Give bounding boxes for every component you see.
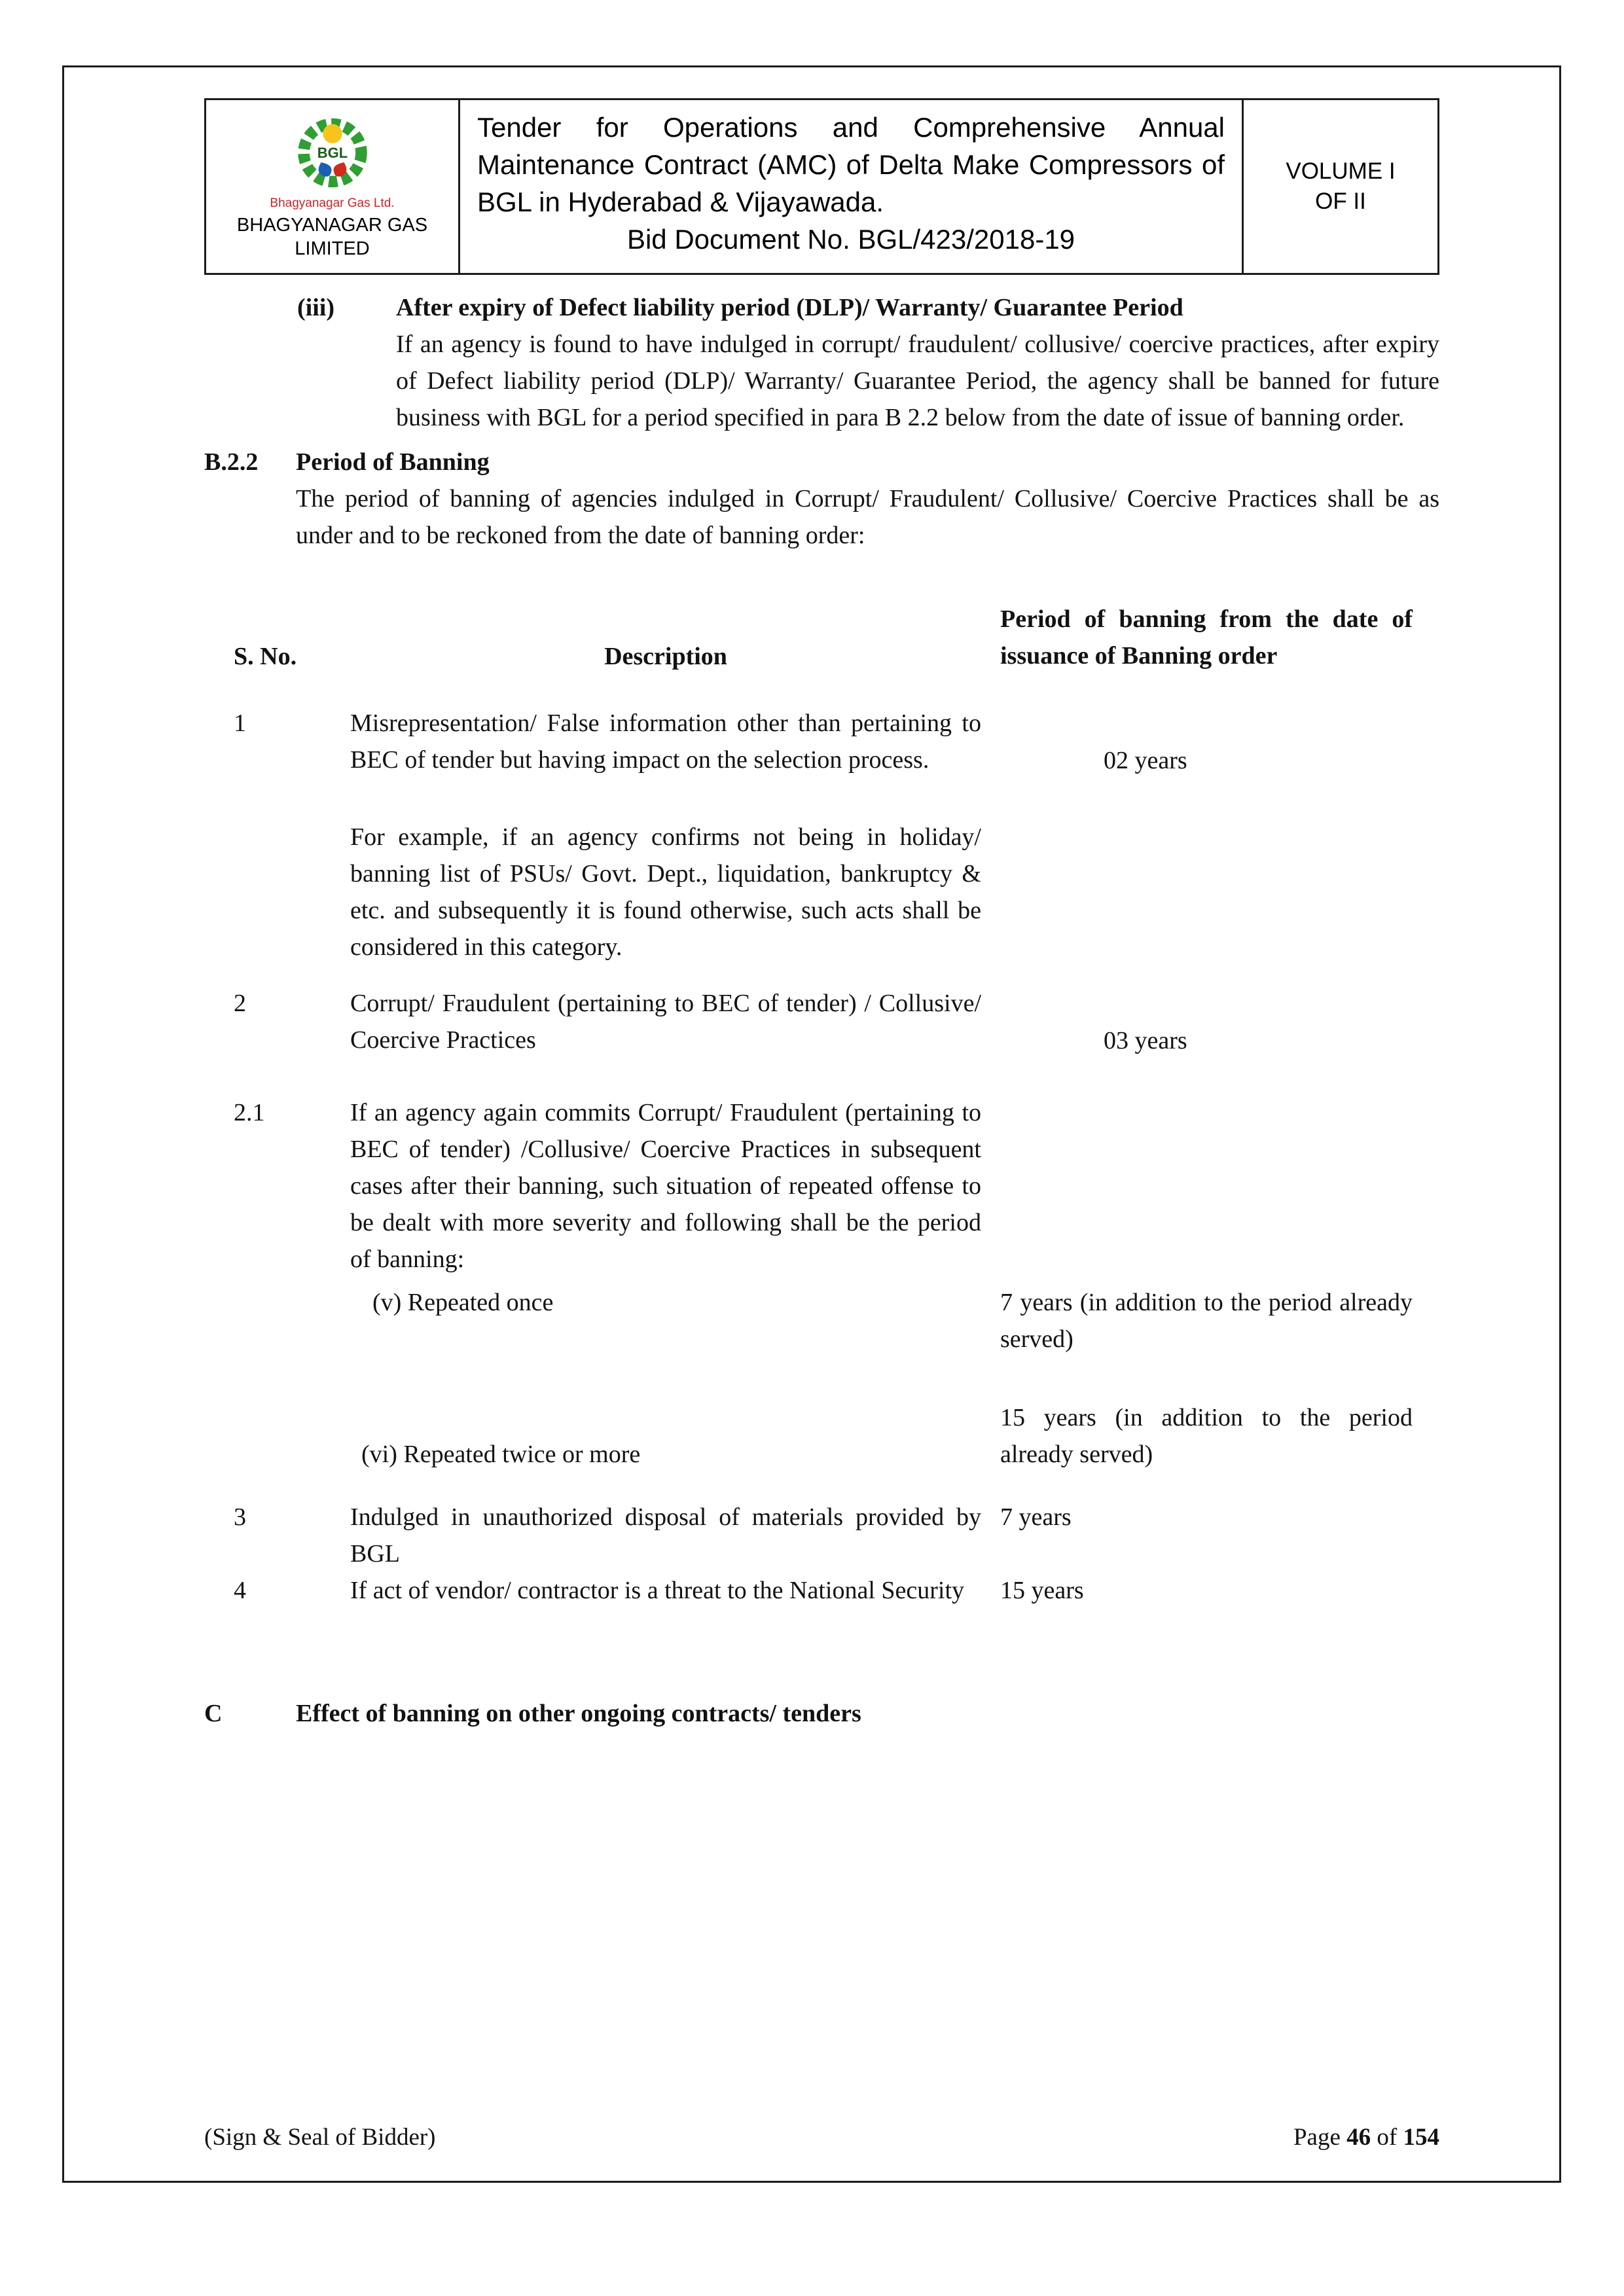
- period-cell: [1000, 1499, 1413, 1572]
- period-cell: [1000, 1572, 1413, 1609]
- bgl-logo-icon: [284, 113, 381, 195]
- of-word: of: [1371, 2124, 1403, 2151]
- page-total: 154: [1403, 2124, 1439, 2151]
- description-text: Corrupt/ Fraudulent (pertaining to BEC of tender) / Collusive/ Coercive Practices: [350, 990, 981, 1054]
- section-b22-heading: Period of Banning: [296, 448, 490, 476]
- description-cell: [350, 1094, 1000, 1278]
- section-iii-heading: After expiry of Defect liability period (DLP)/ Warranty/ Guarantee Period: [396, 294, 1183, 321]
- description-cell: [350, 985, 1000, 1059]
- sno-cell: 1: [234, 709, 246, 737]
- page-footer: [204, 2123, 1439, 2152]
- page-border-frame: [62, 65, 1561, 2183]
- table-row-3: [231, 1499, 1413, 1572]
- section-b22-paragraph: The period of banning of agencies indulged in Corrupt/ Fraudulent/ Collusive/ Coercive Practices shall be as under and to be reckoned from the date of banning order:: [296, 485, 1439, 549]
- page-word: Page: [1293, 2124, 1347, 2151]
- description-cell: [350, 1499, 1000, 1572]
- header-period: Period of banning from the date of issuance of Banning order: [1000, 605, 1413, 670]
- page-content: [64, 67, 1559, 2181]
- header-sno: S. No.: [234, 643, 297, 670]
- logo-sun: [323, 124, 342, 143]
- sub-item-vi-label: (vi) Repeated twice or more: [361, 1441, 641, 1468]
- sign-seal-note: (Sign & Seal of Bidder): [204, 2124, 436, 2151]
- logo-monogram: BGL: [317, 144, 348, 161]
- section-b22-label: B.2.2: [204, 448, 259, 476]
- table-header-row: [231, 601, 1413, 675]
- section-iii-paragraph: If an agency is found to have indulged in corrupt/ fraudulent/ collusive/ coercive practices, after expiry of Defect liability period (DLP)/ Warranty/ Guarantee Period, the agency shall be banned for future business with BGL for a period specified in para B 2.2 below from the date of issue of banning order.: [396, 331, 1439, 431]
- period-value: 02 years: [1104, 747, 1187, 774]
- section-b22-body: [296, 444, 1439, 554]
- table-row-2-1: [231, 1094, 1413, 1473]
- page-current: 46: [1346, 2124, 1371, 2151]
- period-value: 15 years: [1000, 1577, 1084, 1604]
- description-text: If an agency again commits Corrupt/ Fraudulent (pertaining to BEC of tender) /Collusive/ Coercive Practices in subsequent cases after their banning, such situation of repeated offense to be dealt with more severity and following shall be the period of banning:: [350, 1099, 981, 1273]
- title-cell: [458, 100, 1244, 273]
- period-cell: [1000, 705, 1413, 965]
- sub-item-v-period: 7 years (in addition to the period already served): [1000, 1289, 1413, 1353]
- period-cell: [1000, 985, 1413, 1059]
- section-c-label: C: [204, 1700, 223, 1727]
- section-b22: [204, 444, 1439, 554]
- tender-title: Tender for Operations and Comprehensive Annual Maintenance Contract (AMC) of Delta Make Compressors of BGL in Hyderabad & Vijayawada.: [477, 112, 1225, 217]
- period-value: 7 years: [1000, 1503, 1072, 1531]
- table-row-2: [231, 985, 1413, 1059]
- section-iii-body: [396, 289, 1439, 436]
- volume-line2: OF II: [1315, 188, 1366, 214]
- description-text: Misrepresentation/ False information other than pertaining to BEC of tender but having impact on the selection process.: [350, 709, 981, 774]
- sub-item-v-label: (v) Repeated once: [372, 1289, 554, 1316]
- period-value: 03 years: [1104, 1027, 1187, 1054]
- description-example-text: For example, if an agency confirms not being in holiday/ banning list of PSUs/ Govt. Dept., liquidation, bankruptcy & etc. and subsequently it is found otherwise, such acts shall be considered in this category.: [350, 823, 981, 961]
- description-cell: [350, 705, 1000, 965]
- description-text: If act of vendor/ contractor is a threat to the National Security: [350, 1577, 965, 1604]
- logo-cell: [206, 100, 458, 273]
- table-row-1: [231, 705, 1413, 965]
- header-description: Description: [604, 643, 727, 670]
- sno-cell: 2: [234, 990, 246, 1017]
- page-number: [1293, 2123, 1439, 2152]
- volume-cell: [1244, 100, 1437, 273]
- section-iii: [297, 289, 1439, 436]
- description-cell: [350, 1572, 1000, 1609]
- sub-item-vi-period: 15 years (in addition to the period already served): [1000, 1404, 1413, 1468]
- section-iii-label: (iii): [297, 294, 334, 321]
- section-c: [204, 1695, 1439, 1732]
- bid-document-number: Bid Document No. BGL/423/2018-19: [626, 224, 1075, 255]
- org-name: BHAGYANAGAR GAS LIMITED: [236, 215, 428, 259]
- description-text: Indulged in unauthorized disposal of materials provided by BGL: [350, 1503, 981, 1568]
- section-c-heading: Effect of banning on other ongoing contracts/ tenders: [296, 1700, 861, 1727]
- sno-cell: 3: [234, 1503, 246, 1531]
- sno-cell: 2.1: [234, 1099, 265, 1126]
- volume-line1: VOLUME I: [1286, 158, 1396, 184]
- banning-table: [231, 601, 1413, 1609]
- sno-cell: 4: [234, 1577, 246, 1604]
- logo-caption: Bhagyanagar Gas Ltd.: [270, 196, 395, 210]
- table-row-4: [231, 1572, 1413, 1609]
- header-table: [204, 98, 1439, 275]
